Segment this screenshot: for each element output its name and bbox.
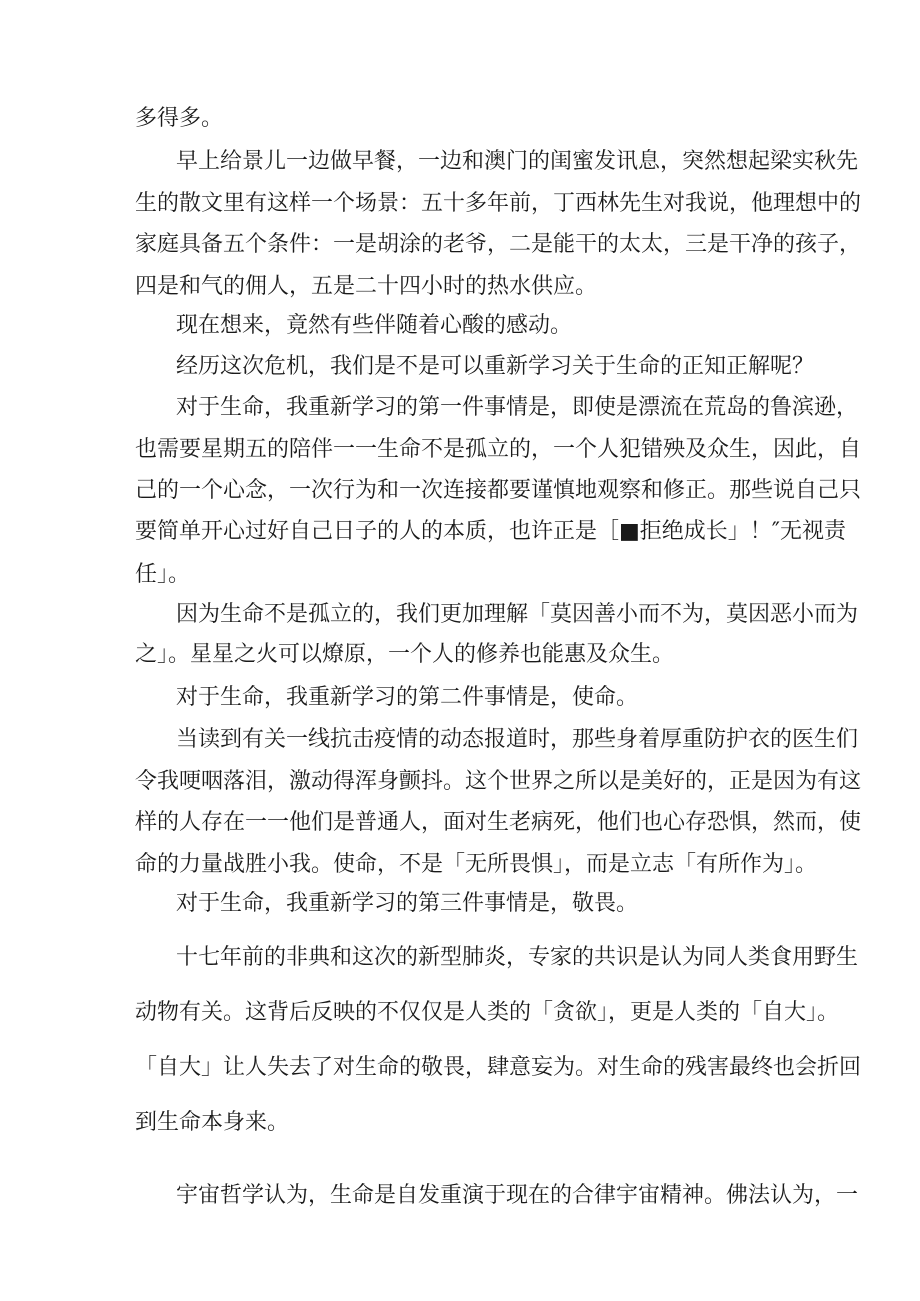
text-line: 己的一个心念，一次行为和一次连接都要谨慎地观察和修正。那些说自己只 bbox=[135, 478, 862, 503]
text-line-hidden: 宇宙哲学认为，生命是自发重演于现在的合律宇宙精神。佛法认为，一 bbox=[176, 1183, 859, 1208]
text-line: 要简单开心过好自己日子的人的本质，也许正是［■拒绝成长」！″无视责 bbox=[135, 519, 847, 544]
text-line: 样的人存在一一他们是普通人，面对生老病死，他们也心存恐惧，然而，使 bbox=[135, 810, 862, 835]
text-line: 生的散文里有这样一个场景：五十多年前，丁西林先生对我说，他理想中的 bbox=[135, 191, 862, 216]
text-line: 动物有关。这背后反映的不仅仅是人类的「贪欲」，更是人类的「自大」。 bbox=[135, 1000, 840, 1025]
paragraph-first-line: 当读到有关一线抗击疫情的动态报道时，那些身着厚重防护衣的医生们 bbox=[176, 727, 859, 752]
text-line: 多得多。 bbox=[135, 106, 224, 131]
paragraph-first-line: 因为生命不是孤立的，我们更加理解「莫因善小而不为，莫因恶小而为 bbox=[176, 602, 859, 627]
text-line: 也需要星期五的陪伴一一生命不是孤立的，一个人犯错殃及众生，因此，自 bbox=[135, 437, 862, 462]
paragraph-first-line: 对于生命，我重新学习的第三件事情是，敬畏。 bbox=[176, 891, 639, 916]
text-line: 家庭具备五个条件：一是胡涂的老爷，二是能干的太太，三是干净的孩子， bbox=[135, 232, 862, 257]
text-line: 命的力量战胜小我。使命，不是「无所畏惧」，而是立志「有所作为」。 bbox=[135, 852, 818, 877]
paragraph-first-line: 现在想来，竟然有些伴随着心酸的感动。 bbox=[176, 313, 573, 338]
paragraph-first-line: 十七年前的非典和这次的新型肺炎，专家的共识是认为同人类食用野生 bbox=[176, 945, 859, 970]
paragraph-first-line: 对于生命，我重新学习的第二件事情是，使命。 bbox=[176, 685, 639, 710]
text-line-hidden: 「自大」让人失去了对生命的敬畏，肆意妄为。对生命的残害最终也会折回 bbox=[135, 1055, 862, 1080]
text-line: 任」。 bbox=[135, 562, 191, 587]
text-line: 四是和气的佣人，五是二十四小时的热水供应。 bbox=[135, 274, 598, 299]
paragraph-first-line: 早上给景儿一边做早餐，一边和澳门的闺蜜发讯息，突然想起梁实秋先 bbox=[176, 149, 859, 174]
paragraph-first-line: 对于生命，我重新学习的第一件事情是，即使是漂流在荒岛的鲁滨逊， bbox=[176, 395, 859, 420]
text-line-hidden: 到生命本身来。 bbox=[135, 1110, 290, 1135]
paragraph-first-line: 经历这次危机，我们是不是可以重新学习关于生命的正知正解呢？ bbox=[176, 354, 815, 379]
text-line: 令我哽咽落泪，激动得浑身颤抖。这个世界之所以是美好的，正是因为有这 bbox=[135, 769, 862, 794]
text-line: 之」。星星之火可以燎原，一个人的修养也能惠及众生。 bbox=[135, 642, 675, 667]
